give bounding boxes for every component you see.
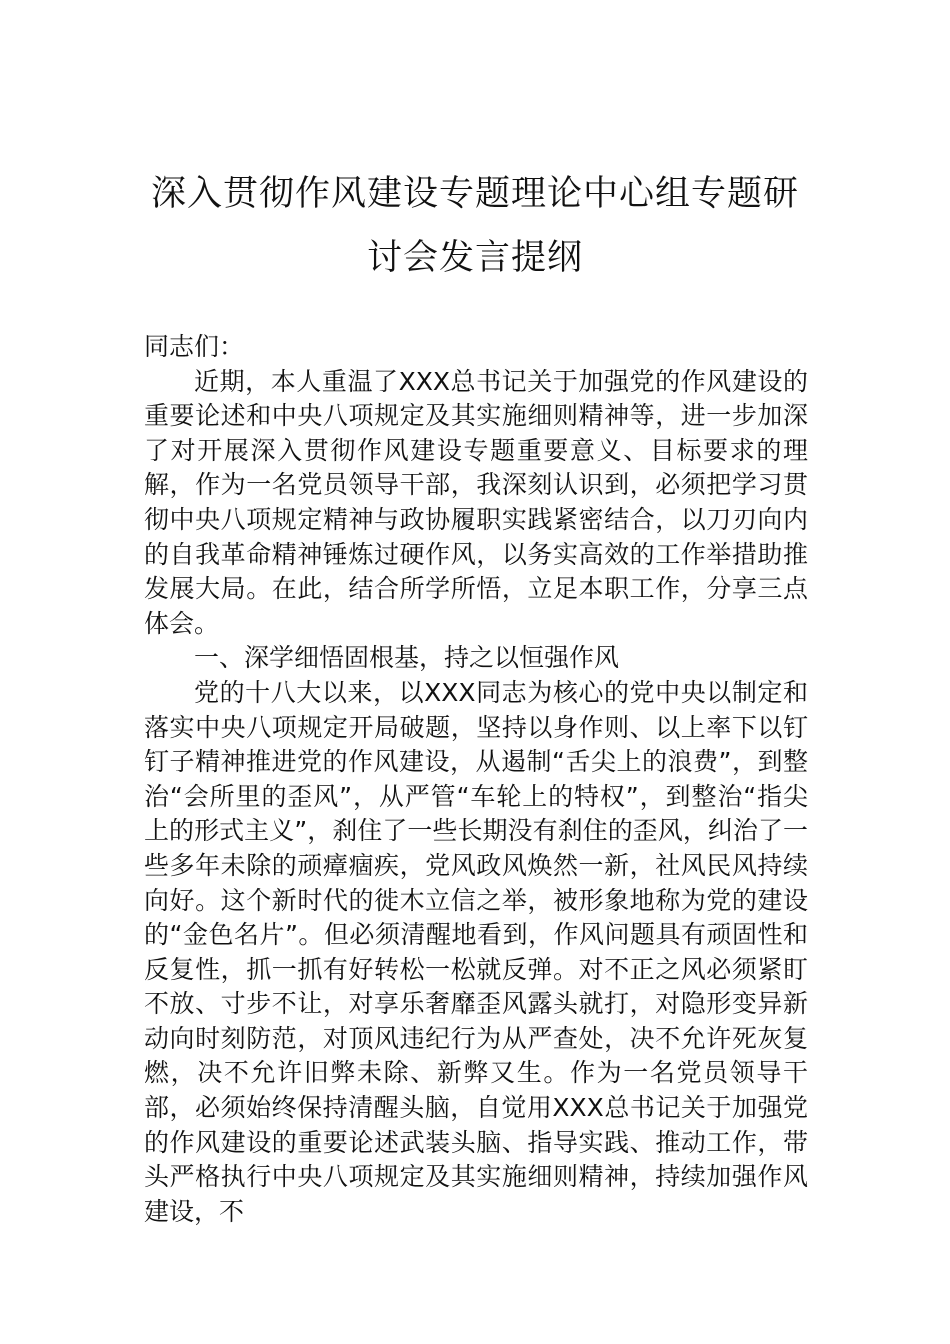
title-line-1: 深入贯彻作风建设专题理论中心组专题研 [150,174,799,214]
section-heading-1: 一、深学细悟固根基，持之以恒强作风 [194,643,620,673]
paragraph-section-1: 党的十八大以来，以XXX同志为核心的党中央以制定和落实中央八项规定开局破题，坚持以身作则、以上率下以钉钉子精神推进党的作风建设，从遏制“舌尖上的浪费”，到整治“会所里的歪风”，从严管“车轮上的特权”，到整治“指尖上的形式主义”，刹住了一些长期没有刹住的歪风，纠治了一些多年未除的顽瘴痼疾，党风政风焕然一新，社风民风持续向好。这个新时代的徙木立信之举，被形象地称为党的建设的“金色名片”。但必须清醒地看到，作风问题具有顽固性和反复性，抓一抓有好转松一松就反弹。对不正之风必须紧盯不放、寸步不让，对享乐奢靡歪风露头就打，对隐形变异新动向时刻防范，对顶风违纪行为从严查处，决不允许死灰复燃，决不允许旧弊未除、新弊又生。作为一名党员领导干部，必须始终保持清醒头脑，自觉用XXX总书记关于加强党的作风建设的重要论述武装头脑、指导实践、推动工作，带头严格执行中央八项规定及其实施细则精神，持续加强作风建设，不 [144,677,808,1226]
title-line-2: 讨会发言提纲 [366,238,583,278]
document-title [140,162,810,290]
paragraph-intro: 近期，本人重温了XXX总书记关于加强党的作风建设的重要论述和中央八项规定及其实施细则精神等，进一步加深了对开展深入贯彻作风建设专题重要意义、目标要求的理解，作为一名党员领导干部，我深刻认识到，必须把学习贯彻中央八项规定精神与政协履职实践紧密结合，以刀刃向内的自我革命精神锤炼过硬作风，以务实高效的工作举措助推发展大局。在此，结合所学所悟，立足本职工作，分享三点体会。 [144,366,808,638]
salutation: 同志们： [144,332,245,361]
document-body [144,330,808,1229]
